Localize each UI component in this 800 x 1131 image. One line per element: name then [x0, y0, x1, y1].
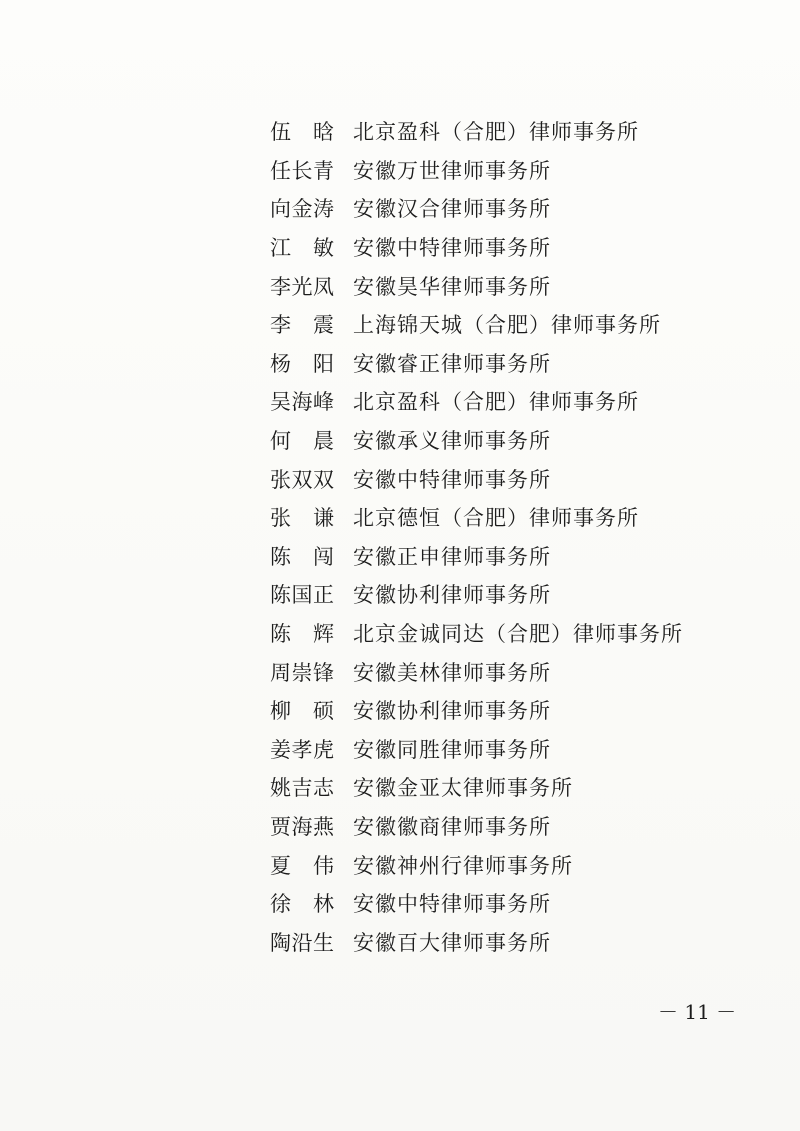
- lawyer-name: 杨 阳: [270, 351, 334, 376]
- lawyer-name: 李 震: [270, 313, 334, 338]
- lawyer-name: 徐 林: [270, 892, 334, 917]
- list-item: [270, 884, 683, 923]
- law-firm: 安徽昊华律师事务所: [353, 274, 551, 299]
- lawyer-name: 向金涛: [270, 197, 334, 222]
- list-item: [270, 922, 683, 961]
- lawyer-name: 夏 伟: [270, 853, 334, 878]
- list-item: [270, 652, 683, 691]
- list-item: [270, 305, 683, 344]
- list-item: [270, 266, 683, 305]
- lawyer-name: 吴海峰: [270, 390, 334, 415]
- law-firm: 北京盈科（合肥）律师事务所: [353, 390, 639, 415]
- list-item: [270, 382, 683, 421]
- law-firm: 安徽万世律师事务所: [353, 158, 551, 183]
- lawyer-name: 张 谦: [270, 506, 334, 531]
- list-item: [270, 730, 683, 769]
- law-firm: 安徽徽商律师事务所: [353, 814, 551, 839]
- law-firm: 安徽金亚太律师事务所: [353, 776, 573, 801]
- lawyer-name: 陶沿生: [270, 930, 334, 955]
- list-item: [270, 459, 683, 498]
- page-number: － 11 －: [658, 1000, 737, 1024]
- lawyer-name: 何 晨: [270, 429, 334, 454]
- lawyer-list: [270, 112, 683, 961]
- law-firm: 安徽百大律师事务所: [353, 930, 551, 955]
- lawyer-name: 李光凤: [270, 274, 334, 299]
- law-firm: 上海锦天城（合肥）律师事务所: [353, 313, 661, 338]
- lawyer-name: 陈 闯: [270, 544, 334, 569]
- list-item: [270, 614, 683, 653]
- list-item: [270, 189, 683, 228]
- list-item: [270, 845, 683, 884]
- list-item: [270, 807, 683, 846]
- list-item: [270, 537, 683, 576]
- list-item: [270, 498, 683, 537]
- list-item: [270, 421, 683, 460]
- lawyer-name: 陈国正: [270, 583, 334, 608]
- law-firm: 安徽中特律师事务所: [353, 467, 551, 492]
- lawyer-name: 张双双: [270, 467, 334, 492]
- law-firm: 安徽汉合律师事务所: [353, 197, 551, 222]
- lawyer-name: 姚吉志: [270, 776, 334, 801]
- list-item: [270, 768, 683, 807]
- lawyer-name: 周崇锋: [270, 660, 334, 685]
- law-firm: 安徽同胜律师事务所: [353, 737, 551, 762]
- law-firm: 安徽协利律师事务所: [353, 699, 551, 724]
- law-firm: 安徽协利律师事务所: [353, 583, 551, 608]
- lawyer-name: 任长青: [270, 158, 334, 183]
- law-firm: 北京金诚同达（合肥）律师事务所: [353, 622, 683, 647]
- law-firm: 安徽睿正律师事务所: [353, 351, 551, 376]
- list-item: [270, 344, 683, 383]
- lawyer-name: 伍 晗: [270, 120, 334, 145]
- lawyer-name: 江 敏: [270, 236, 334, 261]
- law-firm: 安徽中特律师事务所: [353, 236, 551, 261]
- list-item: [270, 151, 683, 190]
- lawyer-name: 贾海燕: [270, 814, 334, 839]
- list-item: [270, 228, 683, 267]
- law-firm: 安徽中特律师事务所: [353, 892, 551, 917]
- list-item: [270, 112, 683, 151]
- law-firm: 安徽承义律师事务所: [353, 429, 551, 454]
- list-item: [270, 575, 683, 614]
- lawyer-name: 陈 辉: [270, 622, 334, 647]
- lawyer-name: 柳 硕: [270, 699, 334, 724]
- law-firm: 安徽美林律师事务所: [353, 660, 551, 685]
- law-firm: 北京德恒（合肥）律师事务所: [353, 506, 639, 531]
- list-item: [270, 691, 683, 730]
- law-firm: 安徽正申律师事务所: [353, 544, 551, 569]
- lawyer-name: 姜孝虎: [270, 737, 334, 762]
- law-firm: 安徽神州行律师事务所: [353, 853, 573, 878]
- law-firm: 北京盈科（合肥）律师事务所: [353, 120, 639, 145]
